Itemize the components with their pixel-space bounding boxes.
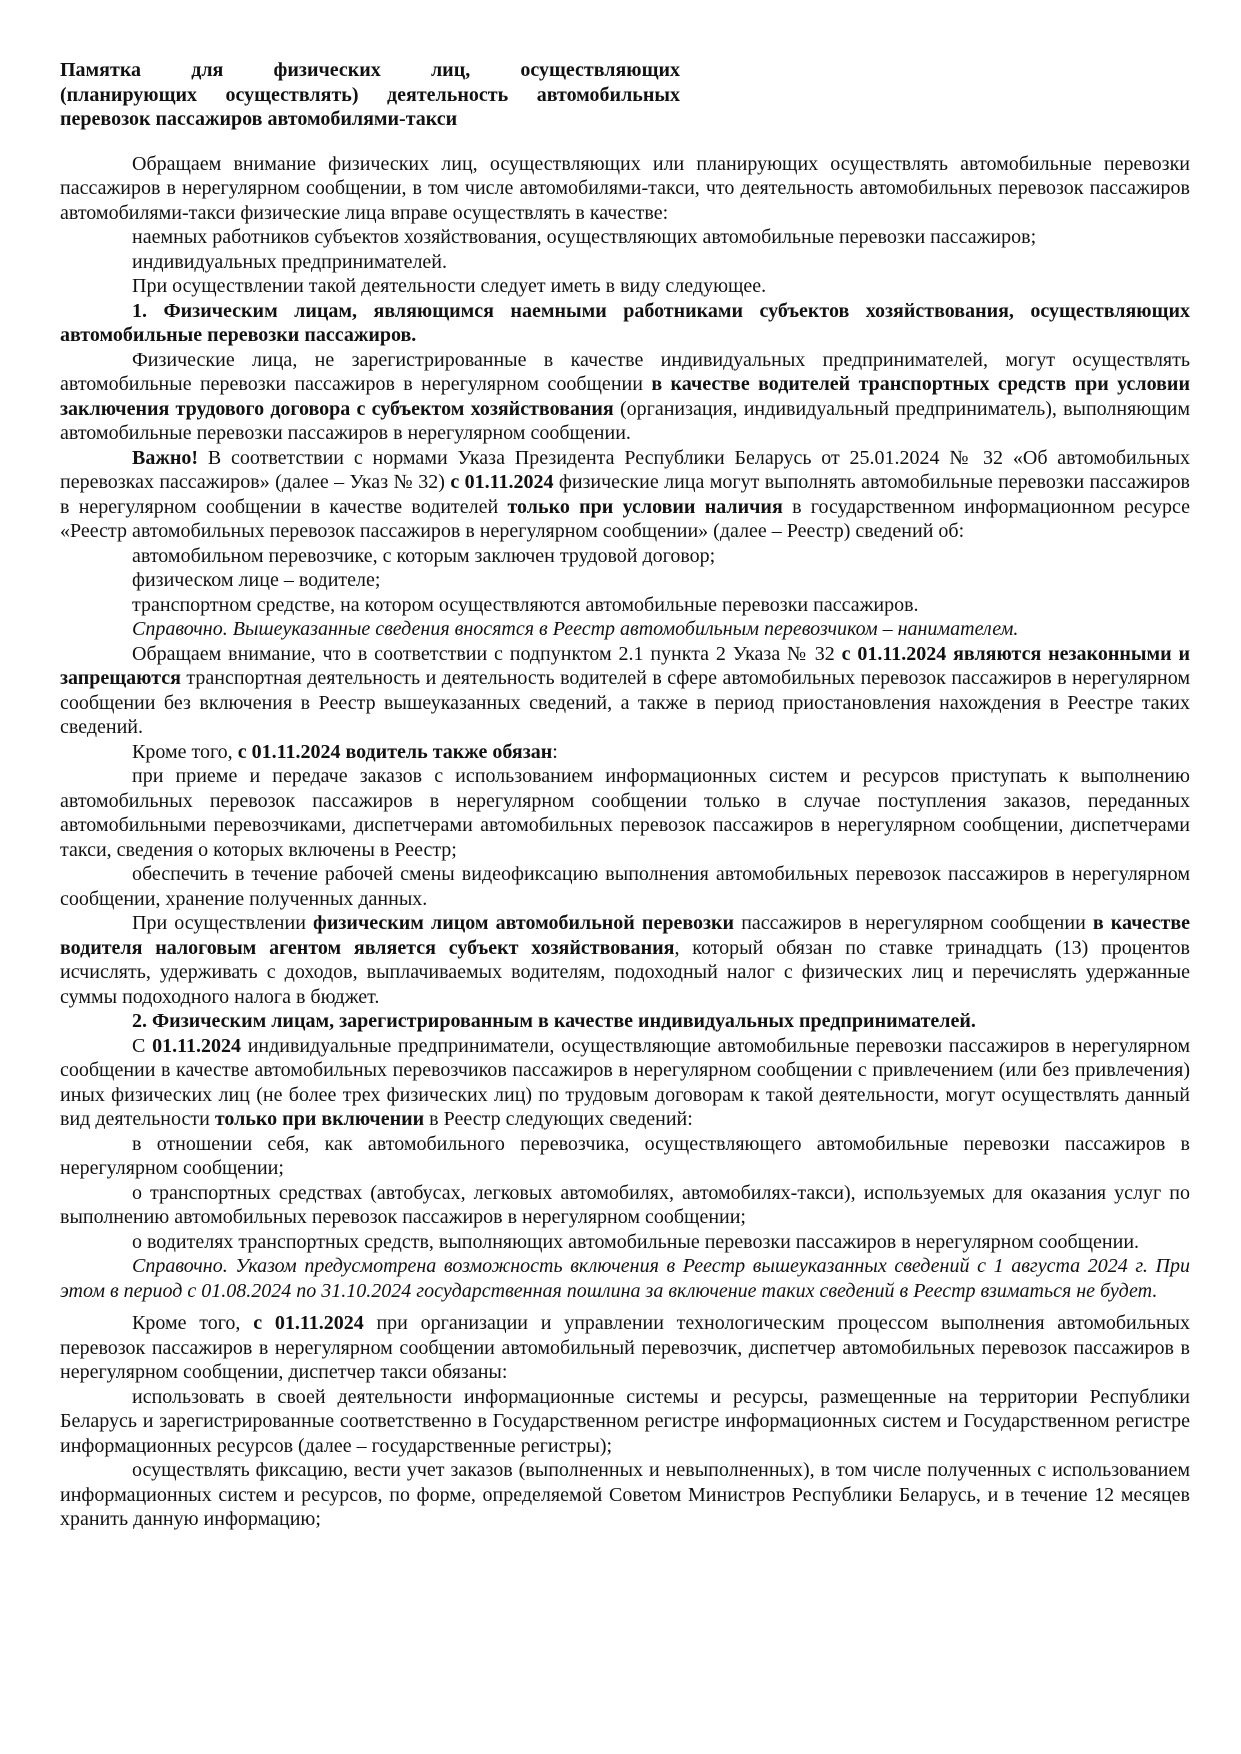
section-1-important-paragraph: Важно! В соответствии с нормами Указа Президента Республики Беларусь от 25.01.2024 № 32 «Об автомобильных перевозках пассажиров» (далее – Указ № 32) с 01.11.2024 физические лица могут выполнять автомобильные перевозки пассажиров в нерегулярном сообщении в качестве водителей только при условии наличия в государственном информационном ресурсе «Реестр автомобильных перевозок пассажиров в нерегулярном сообщении» (далее – Реестр) сведений об: (60, 446, 1191, 542)
section-2-paragraph-2: Кроме того, с 01.11.2024 при организации и управлении технологическим процессом выполнения автомобильных перевозок пассажиров в нерегулярном сообщении автомобильный перевозчик, диспетчер автомобильных перевозок пассажиров в нерегулярном сообщении, диспетчер такси обязаны: (60, 1312, 1190, 1383)
section-1-paragraph-1: Физические лица, не зарегистрированные в качестве индивидуальных предпринимателей, могут осуществлять автомобильные перевозки пассажиров в нерегулярном сообщении в качестве водителей транспортных средств при условии заключения трудового договора с субъектом хозяйствования (организация, индивидуальный предприниматель), выполняющим автомобильные перевозки пассажиров в нерегулярном сообщении. (60, 348, 1190, 444)
title-line-2: (планирующих осуществлять) деятельность автомобильных (60, 83, 680, 106)
section-2-list-item-vehicles: о транспортных средствах (автобусах, легковых автомобилях, автомобилях-такси), используемых для оказания услуг по выполнению автомобильных перевозок пассажиров в нерегулярном сообщении; (60, 1181, 1190, 1228)
section-1-paragraph-3: Обращаем внимание, что в соответствии с подпунктом 2.1 пункта 2 Указа № 32 с 01.11.2024 являются незаконными и запрещаются транспортная деятельность и деятельность водителей в сфере автомобильных перевозок пассажиров в нерегулярном сообщении без включения в Реестр вышеуказанных сведений, а также в период приостановления нахождения в Реестре таких сведений. (60, 642, 1190, 738)
section-1-reference-note: Справочно. Вышеуказанные сведения вносятся в Реестр автомобильным перевозчиком – нанимателем. (132, 618, 1019, 640)
intro-list-item-entrepreneurs: индивидуальных предпринимателей. (132, 250, 447, 273)
intro-paragraph-2: При осуществлении такой деятельности следует иметь в виду следующее. (132, 275, 767, 297)
section-2-list-item-drivers: о водителях транспортных средств, выполняющих автомобильные перевозки пассажиров в нерегулярном сообщении. (132, 1230, 1140, 1253)
section-1-paragraph-5: При осуществлении физическим лицом автомобильной перевозки пассажиров в нерегулярном сообщении в качестве водителя налоговым агентом является субъект хозяйствования, который обязан по ставке тринадцать (13) процентов исчислять, удерживать с доходов, выплачиваемых водителям, подоходный налог с физических лиц и перечислять удержанные суммы подоходного налога в бюджет. (60, 912, 1190, 1008)
intro-paragraph: Обращаем внимание физических лиц, осуществляющих или планирующих осуществлять автомобильные перевозки пассажиров в нерегулярном сообщении, в том числе автомобилями-такси, что деятельность автомобильных перевозок пассажиров автомобилями-такси физические лица вправе осуществлять в качестве: (60, 152, 1190, 224)
section-1-heading: 1. Физическим лицам, являющимся наемными работниками субъектов хозяйствования, осуществляющих автомобильные перевозки пассажиров. (60, 299, 1190, 346)
important-label: Важно! (132, 446, 199, 469)
section-1-list-item-orders: при приеме и передаче заказов с использованием информационных систем и ресурсов приступать к выполнению автомобильных перевозок пассажиров в нерегулярном сообщении только в случае поступления заказов, переданных автомобильными перевозчиками, диспетчерами автомобильных перевозок пассажиров в нерегулярном сообщении, диспетчерами такси, сведения о которых включены в Реестр; (60, 765, 1190, 861)
section-2-list-item-order-records: осуществлять фиксацию, вести учет заказов (выполненных и невыполненных), в том числе полученных с использованием информационных систем и ресурсов, по форме, определяемой Советом Министров Республики Беларусь, и в течение 12 месяцев хранить данную информацию; (60, 1459, 1190, 1530)
section-2-list-item-info-systems: использовать в своей деятельности информационные системы и ресурсы, размещенные на территории Республики Беларусь и зарегистрированные соответственно в Государственном регистре информационных систем и Государственном регистре информационных ресурсов (далее – государственные регистры); (60, 1385, 1190, 1457)
document-page (60, 58, 1190, 1532)
section-1-list-item-vehicle: транспортном средстве, на котором осуществляются автомобильные перевозки пассажиров. (132, 593, 919, 616)
document-title (60, 58, 680, 132)
intro-list-item-employees: наемных работников субъектов хозяйствования, осуществляющих автомобильные перевозки пассажиров; (132, 226, 1037, 248)
section-2-list-item-self: в отношении себя, как автомобильного перевозчика, осуществляющего автомобильные перевозки пассажиров в нерегулярном сообщении; (60, 1132, 1190, 1179)
section-2-reference-note: Справочно. Указом предусмотрена возможность включения в Реестр вышеуказанных сведений с 1 августа 2024 г. При этом в период с 01.08.2024 по 31.10.2024 государственная пошлина за включение таких сведений в Реестр взиматься не будет. (60, 1255, 1190, 1302)
section-1-list-item-driver: физическом лице – водителе; (132, 569, 381, 591)
section-2-paragraph-1: С 01.11.2024 индивидуальные предприниматели, осуществляющие автомобильные перевозки пассажиров в нерегулярном сообщении в качестве автомобильных перевозчиков пассажиров в нерегулярном сообщении с привлечением (или без привлечения) иных физических лиц (не более трех физических лиц) по трудовым договорам к такой деятельности, могут осуществлять данный вид деятельности только при включении в Реестр следующих сведений: (60, 1034, 1190, 1130)
section-1-list-item-carrier: автомобильном перевозчике, с которым заключен трудовой договор; (132, 544, 716, 567)
section-1-list-item-video: обеспечить в течение рабочей смены видеофиксацию выполнения автомобильных перевозок пассажиров в нерегулярном сообщении, хранение полученных данных. (60, 863, 1190, 910)
section-1-paragraph-4: Кроме того, с 01.11.2024 водитель также обязан: (132, 740, 558, 763)
title-line-1: Памятка для физических лиц, осуществляющих (60, 59, 680, 81)
title-line-3: перевозок пассажиров автомобилями-такси (60, 108, 458, 130)
section-2-heading: 2. Физическим лицам, зарегистрированным в качестве индивидуальных предпринимателей. (132, 1010, 976, 1032)
